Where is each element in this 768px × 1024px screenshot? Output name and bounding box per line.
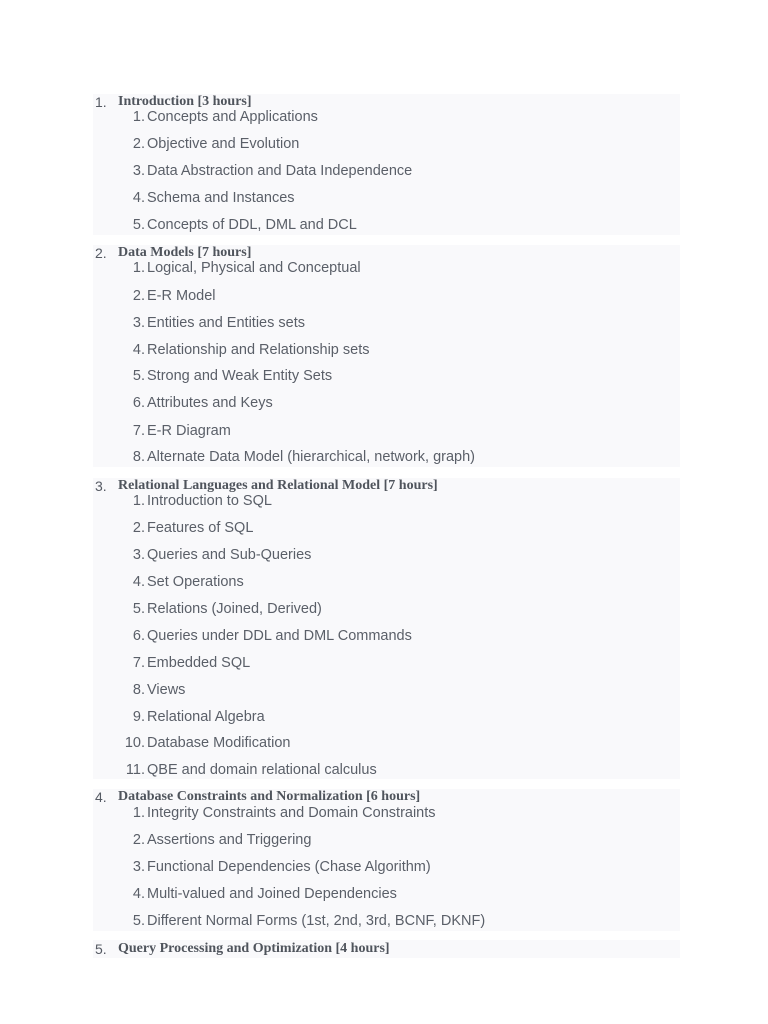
item-label: Views (147, 682, 186, 698)
item-label: Data Abstraction and Data Independence (147, 163, 413, 179)
section-heading (93, 941, 680, 957)
item-number: 5. (132, 913, 145, 929)
item-label: Concepts of DDL, DML and DCL (147, 217, 357, 233)
item-number: 6. (132, 628, 145, 644)
item-number: 5. (132, 217, 145, 233)
item-number: 5. (132, 368, 145, 384)
list-item (123, 831, 673, 849)
item-number: 2. (132, 288, 145, 304)
list-item (123, 600, 673, 618)
item-number: 1. (132, 260, 145, 276)
item-label: Strong and Weak Entity Sets (147, 368, 333, 384)
item-number: 1. (132, 109, 145, 125)
list-item (123, 108, 673, 126)
item-number: 2. (132, 832, 145, 848)
item-number: 5. (132, 601, 145, 617)
list-item (123, 287, 673, 305)
item-label: Relationship and Relationship sets (147, 342, 370, 358)
item-label: Schema and Instances (147, 190, 295, 206)
item-label: E-R Model (147, 288, 216, 304)
list-item (123, 804, 673, 822)
item-number: 8. (132, 682, 145, 698)
syllabus-section (93, 94, 680, 235)
item-label: Relational Algebra (147, 709, 265, 725)
section-number: 3. (95, 478, 107, 494)
list-item (123, 858, 673, 876)
section-title: Relational Languages and Relational Model [7 hours] (118, 478, 438, 493)
list-item (123, 761, 673, 779)
item-label: Assertions and Triggering (147, 832, 312, 848)
item-label: Alternate Data Model (hierarchical, network, graph) (147, 449, 476, 465)
item-number: 3. (132, 163, 145, 179)
section-heading (93, 789, 680, 805)
list-item (123, 519, 673, 537)
item-label: Introduction to SQL (147, 493, 272, 509)
item-number: 2. (132, 520, 145, 536)
item-label: Queries under DDL and DML Commands (147, 628, 412, 644)
list-item (123, 314, 673, 332)
section-title: Query Processing and Optimization [4 hours] (118, 941, 390, 956)
syllabus-section (93, 245, 680, 467)
item-label: Integrity Constraints and Domain Constraints (147, 805, 436, 821)
item-number: 4. (132, 886, 145, 902)
item-number: 1. (132, 805, 145, 821)
list-item (123, 216, 673, 234)
list-item (123, 681, 673, 699)
list-item (123, 189, 673, 207)
list-item (123, 341, 673, 359)
list-item (123, 448, 673, 466)
item-number: 7. (132, 655, 145, 671)
item-number: 4. (132, 342, 145, 358)
item-number: 4. (132, 190, 145, 206)
item-number: 8. (132, 449, 145, 465)
section-title: Data Models [7 hours] (118, 245, 252, 260)
item-number: 1. (132, 493, 145, 509)
section-title: Database Constraints and Normalization [6 hours] (118, 789, 421, 804)
item-label: Database Modification (147, 735, 291, 751)
list-item (123, 492, 673, 510)
list-item (123, 654, 673, 672)
section-number: 5. (95, 941, 107, 957)
item-label: Different Normal Forms (1st, 2nd, 3rd, BCNF, DKNF) (147, 913, 486, 929)
section-number: 4. (95, 789, 107, 805)
item-label: Queries and Sub-Queries (147, 547, 312, 563)
item-number: 10. (124, 735, 145, 751)
item-label: E-R Diagram (147, 423, 231, 439)
item-label: Concepts and Applications (147, 109, 318, 125)
item-number: 3. (132, 547, 145, 563)
list-item (123, 734, 673, 752)
section-number: 2. (95, 245, 107, 261)
list-item (123, 885, 673, 903)
section-number: 1. (95, 94, 107, 110)
syllabus-section (93, 478, 680, 779)
item-label: QBE and domain relational calculus (147, 762, 377, 778)
item-label: Relations (Joined, Derived) (147, 601, 322, 617)
item-label: Entities and Entities sets (147, 315, 305, 331)
item-label: Logical, Physical and Conceptual (147, 260, 361, 276)
list-item (123, 259, 673, 277)
item-number: 6. (132, 395, 145, 411)
list-item (123, 135, 673, 153)
list-item (123, 422, 673, 440)
item-number: 4. (132, 574, 145, 590)
item-number: 9. (132, 709, 145, 725)
section-title: Introduction [3 hours] (118, 94, 252, 109)
list-item (123, 708, 673, 726)
item-label: Functional Dependencies (Chase Algorithm) (147, 859, 431, 875)
list-item (123, 627, 673, 645)
item-label: Attributes and Keys (147, 395, 273, 411)
list-item (123, 394, 673, 412)
item-label: Objective and Evolution (147, 136, 300, 152)
item-number: 3. (132, 315, 145, 331)
syllabus-section (93, 789, 680, 931)
item-number: 2. (132, 136, 145, 152)
list-item (123, 912, 673, 930)
list-item (123, 546, 673, 564)
syllabus-section (93, 940, 680, 958)
list-item (123, 573, 673, 591)
item-number: 7. (132, 423, 145, 439)
item-label: Embedded SQL (147, 655, 251, 671)
item-number: 3. (132, 859, 145, 875)
list-item (123, 162, 673, 180)
item-label: Features of SQL (147, 520, 254, 536)
item-label: Set Operations (147, 574, 244, 590)
item-label: Multi-valued and Joined Dependencies (147, 886, 397, 902)
list-item (123, 367, 673, 385)
item-number: 11. (125, 762, 145, 778)
